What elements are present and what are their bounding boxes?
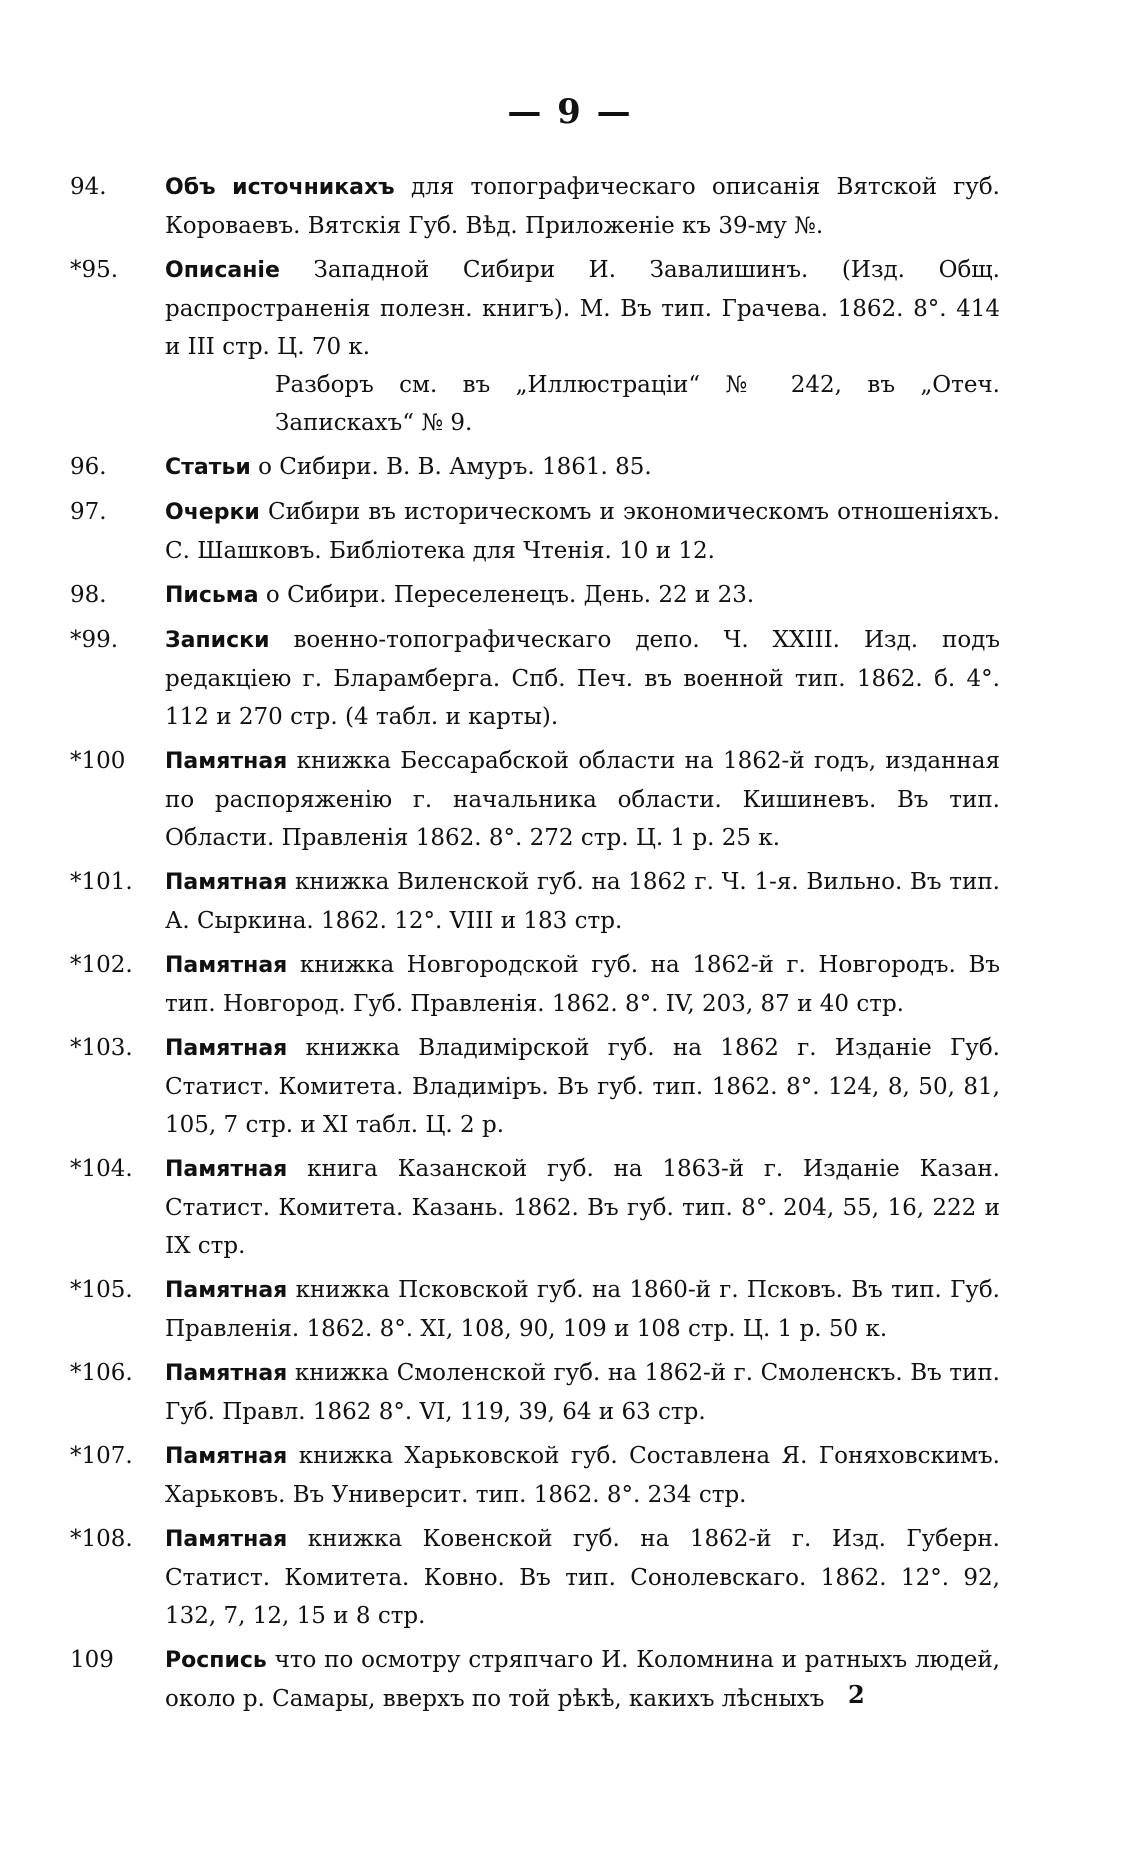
entry-text: [165, 1029, 1000, 1144]
entry-body: книжка Псковской губ. на 1860-й г. Псковъ. Въ тип. Губ. Правленія. 1862. 8°. XI, 108, 90, 109 и 108 стр. Ц. 1 р. 50 к.: [165, 1277, 1000, 1342]
entry-heading: Памятная: [165, 1444, 288, 1469]
entry-subnote: Разборъ см. въ „Иллюстраціи“ № 242, въ „Отеч. Запискахъ“ № 9.: [275, 372, 1000, 436]
entry-text: [165, 1520, 1000, 1635]
entry-heading: Памятная: [165, 1278, 288, 1303]
entry-text: [165, 621, 1000, 736]
entry-text: [165, 863, 1000, 940]
entry-body: Западной Сибири И. Завалишинъ. (Изд. Общ. распространенія полезн. книгъ). М. Въ тип. Грачева. 1862. 8°. 414 и III стр. Ц. 70 к.: [165, 257, 1000, 360]
entry: [70, 863, 1000, 940]
entry-heading: Письма: [165, 583, 259, 608]
entry-body: военно-топографическаго депо. Ч. XXIII. Изд. подъ редакціею г. Бларамберга. Спб. Печ. въ военной тип. 1862. б. 4°. 112 и 270 стр. (4 табл. и карты).: [165, 627, 1000, 730]
entry-text: [165, 1354, 1000, 1431]
entry-number: *104.: [70, 1156, 133, 1182]
entry: [70, 1150, 1000, 1265]
entry-text: [165, 946, 1000, 1023]
entry-heading: Роспись: [165, 1648, 267, 1673]
entry-body: книжка Смоленской губ. на 1862-й г. Смоленскъ. Въ тип. Губ. Правл. 1862 8°. VI, 119, 39, 64 и 63 стр.: [165, 1360, 1000, 1425]
entry: [70, 168, 1000, 245]
entry-text: [165, 1150, 1000, 1265]
entry-body: книжка Виленской губ. на 1862 г. Ч. 1-я. Вильно. Въ тип. А. Сыркина. 1862. 12°. VIII и 183 стр.: [165, 869, 1000, 934]
entry: [70, 1029, 1000, 1144]
printer-signature-mark: 2: [848, 1680, 865, 1709]
entry-number: 109: [70, 1647, 114, 1673]
entry-text: [165, 1271, 1000, 1348]
entry-text: [165, 251, 1000, 366]
entry-body: книжка Владимірской губ. на 1862 г. Изданіе Губ. Статист. Комитета. Владиміръ. Въ губ. тип. 1862. 8°. 124, 8, 50, 81, 105, 7 стр. и XI табл. Ц. 2 р.: [165, 1035, 1000, 1138]
entry: [70, 1437, 1000, 1514]
page-number: — 9 —: [507, 92, 633, 132]
entry: [70, 448, 1000, 487]
entry-body: книжка Бессарабской области на 1862-й годъ, изданная по распоряженію г. начальника области. Кишиневъ. Въ тип. Области. Правленія 1862. 8°. 272 стр. Ц. 1 р. 25 к.: [165, 748, 1000, 851]
entry-body: для топографическаго описанія Вятской губ. Короваевъ. Вятскія Губ. Вѣд. Приложеніе къ 39-му №.: [165, 174, 1000, 239]
entry-number: 96.: [70, 454, 107, 480]
entry-number: *100: [70, 748, 126, 774]
entry-body: о Сибири. В. В. Амуръ. 1861. 85.: [250, 454, 652, 480]
entry-number: *95.: [70, 257, 119, 283]
entry-text: [165, 1641, 1000, 1718]
entry-heading: Описаніе: [165, 258, 280, 283]
entry-text: [165, 1437, 1000, 1514]
entry-text: [165, 742, 1000, 857]
entry-body: книжка Новгородской губ. на 1862-й г. Новгородъ. Въ тип. Новгород. Губ. Правленія. 1862. 8°. IV, 203, 87 и 40 стр.: [165, 952, 1000, 1017]
entry: [70, 946, 1000, 1023]
entry-number: *101.: [70, 869, 133, 895]
entry: [70, 1354, 1000, 1431]
entry: [70, 621, 1000, 736]
entry-number: *103.: [70, 1035, 133, 1061]
entry-heading: Памятная: [165, 1361, 288, 1386]
entry-body: книжка Ковенской губ. на 1862-й г. Изд. Губерн. Статист. Комитета. Ковно. Въ тип. Сонолевскаго. 1862. 12°. 92, 132, 7, 12, 15 и 8 стр.: [165, 1526, 1000, 1629]
entry-number: 97.: [70, 499, 107, 525]
entry-body: о Сибири. Переселенецъ. День. 22 и 23.: [258, 582, 755, 608]
entry-heading: Памятная: [165, 1036, 288, 1061]
entry-body: книжка Харьковской губ. Составлена Я. Гоняховскимъ. Харьковъ. Въ Университ. тип. 1862. 8°. 234 стр.: [165, 1443, 1000, 1508]
entry: [70, 576, 1000, 615]
entry-number: 98.: [70, 582, 107, 608]
entry-heading: Записки: [165, 628, 270, 653]
entry-text: [165, 576, 1000, 615]
entry-number: *102.: [70, 952, 133, 978]
entry-heading: Памятная: [165, 749, 288, 774]
entry-heading: Памятная: [165, 1157, 288, 1182]
entry-number: *106.: [70, 1360, 133, 1386]
entry-heading: Статьи: [165, 455, 251, 480]
entry-heading: Памятная: [165, 1527, 288, 1552]
entry-body: книга Казанской губ. на 1863-й г. Изданіе Казан. Статист. Комитета. Казань. 1862. Въ губ. тип. 8°. 204, 55, 16, 222 и IX стр.: [165, 1156, 1000, 1259]
entry-text: [165, 168, 1000, 245]
entry-heading: Памятная: [165, 870, 288, 895]
entry-text: [165, 493, 1000, 570]
entry-heading: Объ источникахъ: [165, 175, 395, 200]
entry-number: *99.: [70, 627, 119, 653]
entry: [70, 742, 1000, 857]
entry: [70, 1271, 1000, 1348]
entry-body: что по осмотру стряпчаго И. Коломнина и ратныхъ людей, около р. Самары, вверхъ по той рѣкѣ, какихъ лѣсныхъ: [165, 1647, 1000, 1712]
entry-number: *108.: [70, 1526, 133, 1552]
entry-body: Сибири въ историческомъ и экономическомъ отношеніяхъ. С. Шашковъ. Библіотека для Чтенія. 10 и 12.: [165, 499, 1000, 564]
entry: [70, 493, 1000, 570]
entry-text: [165, 448, 1000, 487]
entry-heading: Очерки: [165, 500, 260, 525]
entry: [70, 251, 1000, 442]
entry: [70, 1520, 1000, 1635]
entry-number: *105.: [70, 1277, 133, 1303]
entries-list: [70, 168, 1000, 1724]
entry-heading: Памятная: [165, 953, 288, 978]
entry-number: 94.: [70, 174, 107, 200]
entry-number: *107.: [70, 1443, 133, 1469]
